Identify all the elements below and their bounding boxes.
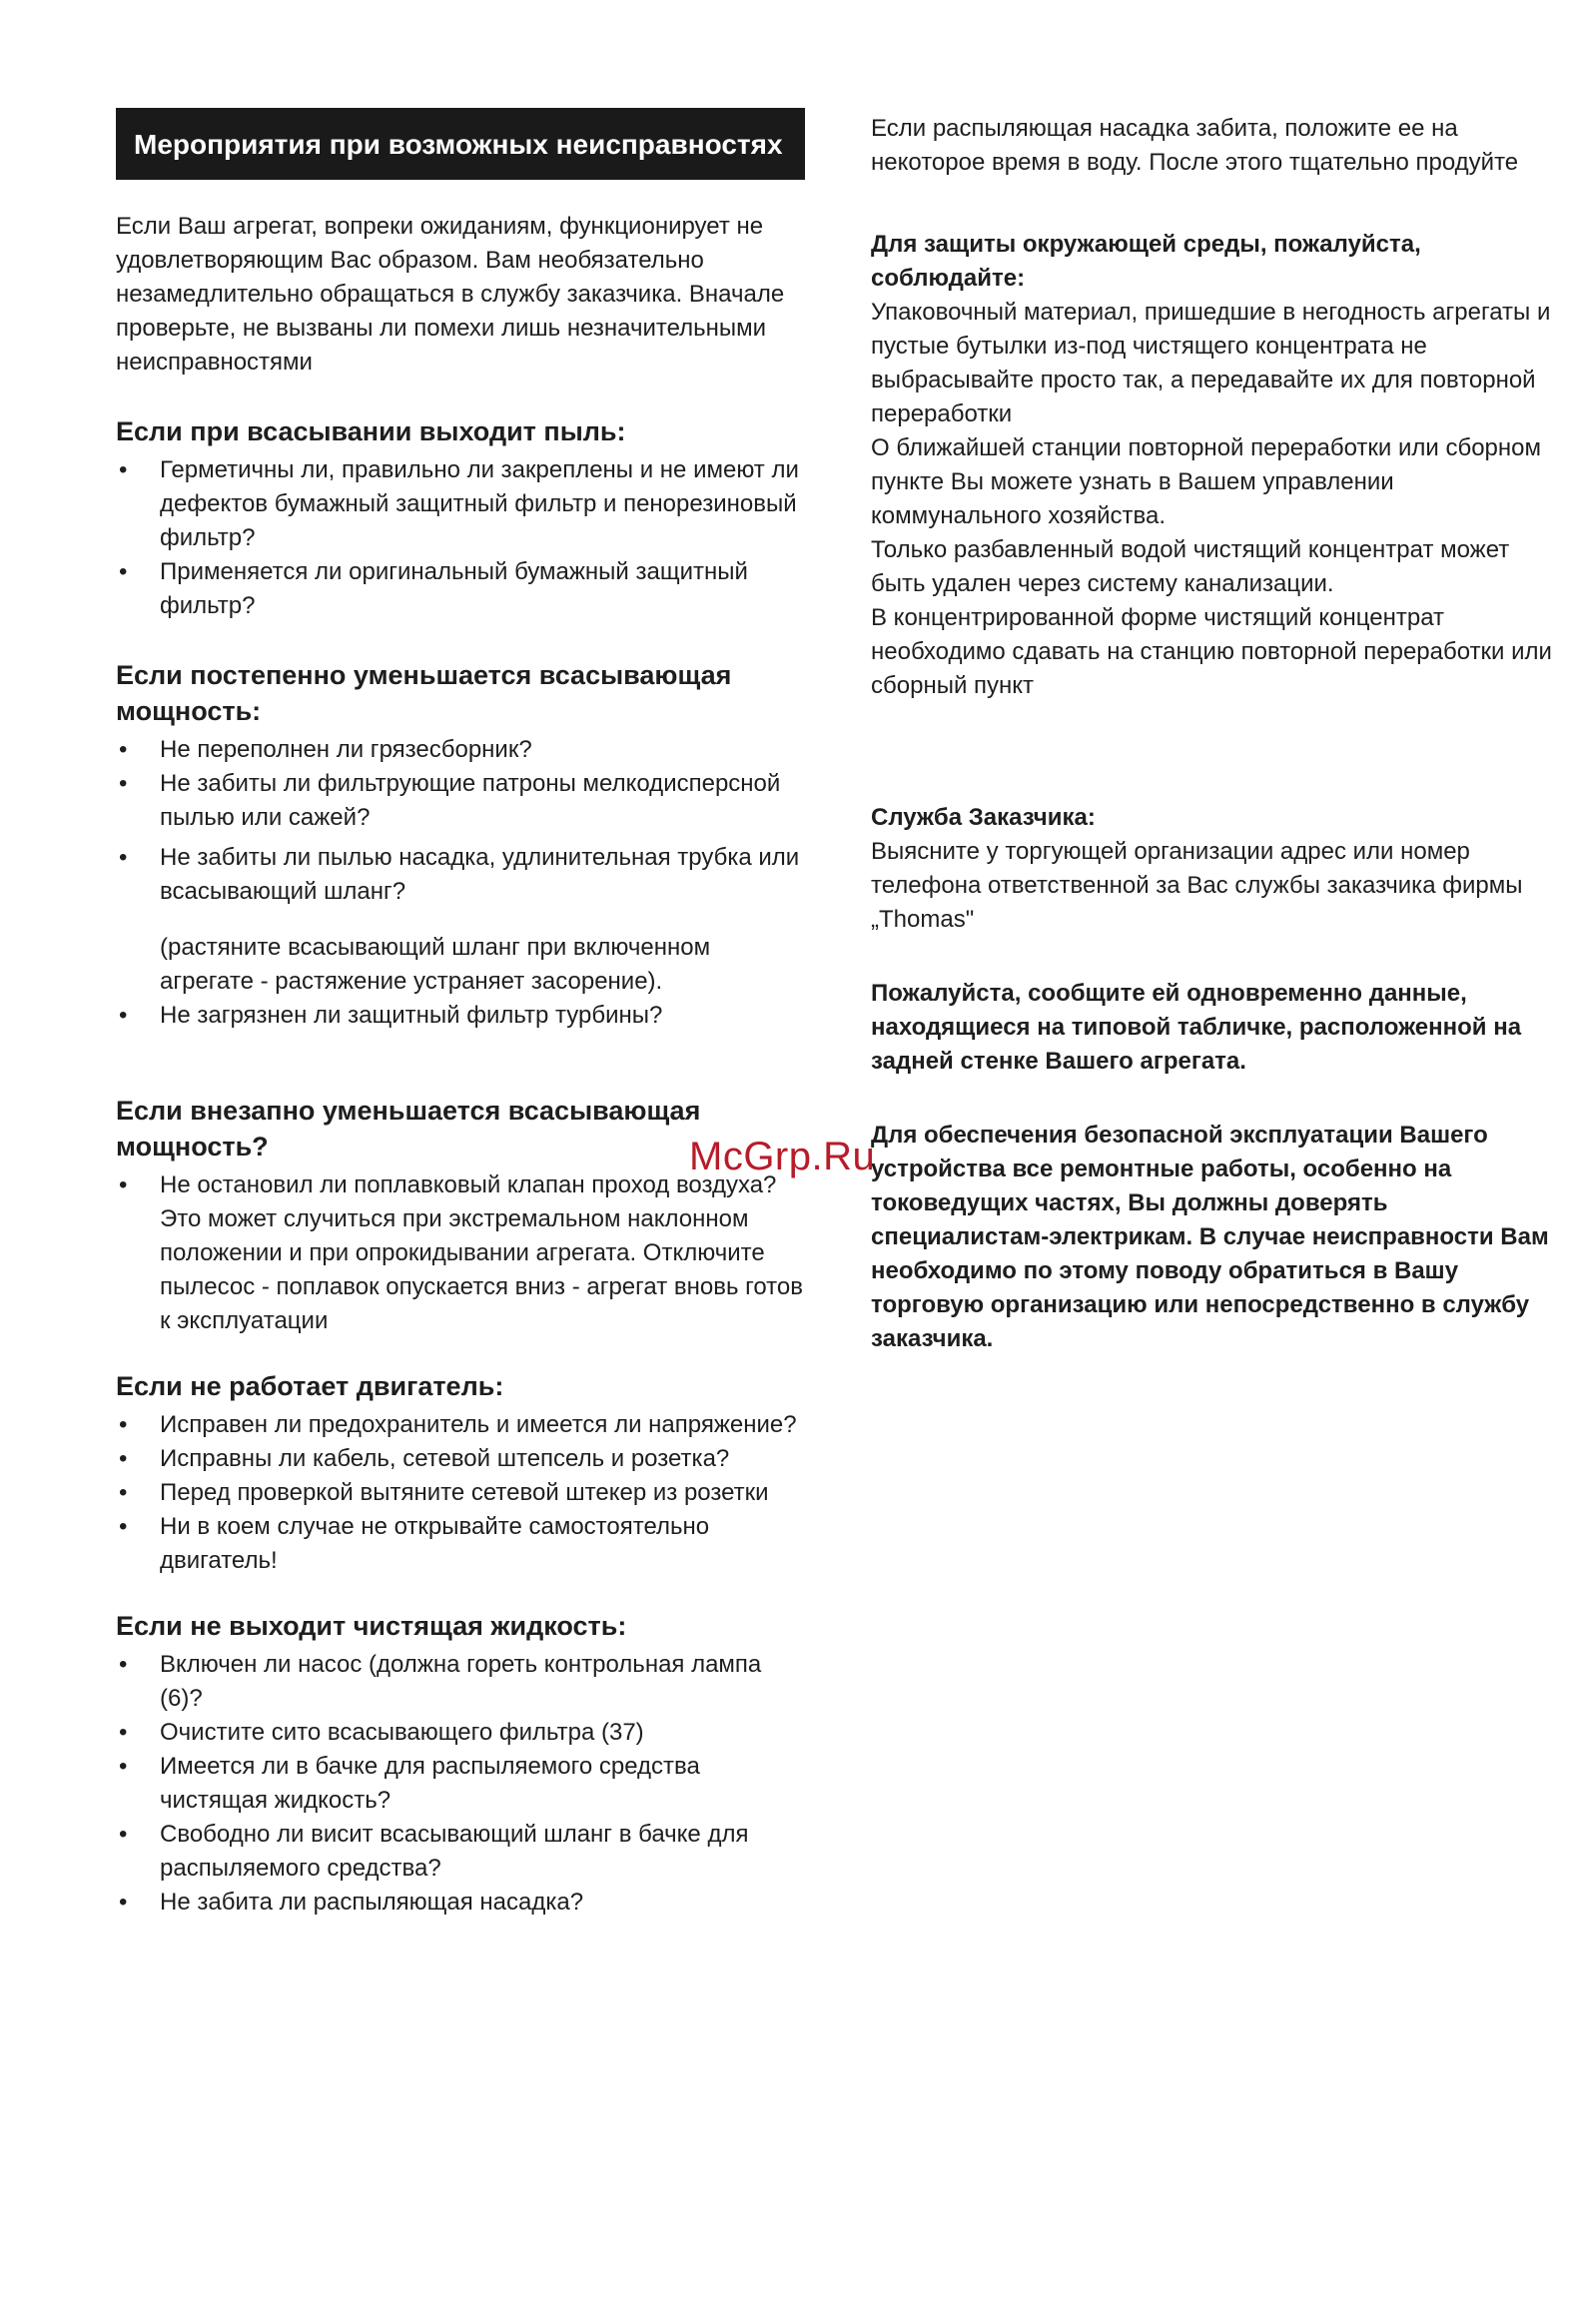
section-heading: Если при всасывании выходит пыль: [116, 416, 626, 446]
bullet-list [116, 1648, 805, 1920]
list-item: • Герметичны ли, правильно ли закреплены и не имеют ли дефектов бумажный защитный фильтр и пенорезиновый фильтр? [116, 453, 805, 555]
bullet-list [116, 453, 805, 623]
service-paragraph: Выясните у торгующей организации адрес или номер телефона ответственной за Вас службы заказчика фирмы „Thomas" [871, 838, 1523, 933]
left-column [116, 108, 805, 1920]
bullet-list [116, 1408, 805, 1578]
section-sudden-power-loss [116, 1093, 805, 1338]
nozzle-paragraph: Если распыляющая насадка забита, положите ее на некоторое время в воду. После этого тщательно продуйте [871, 115, 1519, 176]
list-item: • Применяется ли оригинальный бумажный защитный фильтр? [116, 555, 805, 623]
section-cleaning-liquid [116, 1608, 805, 1920]
list-item: • Не забита ли распыляющая насадка? [116, 1886, 805, 1920]
section-motor [116, 1368, 805, 1578]
right-column [871, 112, 1558, 1356]
environment-paragraph: В концентрированной форме чистящий концентрат необходимо сдавать на станцию повторной переработки или сборный пункт [871, 604, 1552, 699]
section-heading: Если постепенно уменьшается всасывающая мощность: [116, 660, 732, 726]
watermark: McGrp.Ru [689, 1135, 876, 1178]
environment-heading: Для защиты окружающей среды, пожалуйста, соблюдайте: [871, 231, 1421, 292]
section-note: (растяните всасывающий шланг при включенном агрегате - растяжение устраняет засорение). [160, 934, 711, 995]
environment-paragraph: О ближайшей станции повторной переработки или сборном пункте Вы можете узнать в Вашем управлении коммунального хозяйства. [871, 434, 1542, 529]
list-item: • Свободно ли висит всасывающий шланг в бачке для распыляемого средства? [116, 1818, 805, 1886]
environment-paragraph: Упаковочный материал, пришедшие в негодность агрегаты и пустые бутылки из-под чистящего концентрата не выбрасывайте просто так, а передавайте их для повторной переработки [871, 299, 1551, 427]
list-item: • Не забиты ли фильтрующие патроны мелкодисперсной пылью или сажей? [116, 767, 805, 835]
intro-paragraph: Если Ваш агрегат, вопреки ожиданиям, функционирует не удовлетворяющим Вас образом. Вам необязательно незамедлительно обращаться в службу заказчика. Вначале проверьте, не вызваны ли помехи лишь незначительными неисправностями [116, 213, 785, 376]
environment-paragraph: Только разбавленный водой чистящий концентрат может быть удален через систему канализации. [871, 536, 1510, 597]
section-heading: Если не работает двигатель: [116, 1371, 504, 1401]
bullet-list [116, 999, 805, 1033]
list-item: • Очистите сито всасывающего фильтра (37) [116, 1716, 805, 1750]
list-item: • Не забиты ли пылью насадка, удлинительная трубка или всасывающий шланг? [116, 841, 805, 909]
section-heading: Если внезапно уменьшается всасывающая мощность? [116, 1096, 701, 1162]
list-item: • Исправны ли кабель, сетевой штепсель и розетка? [116, 1442, 805, 1476]
section-heading: Если не выходит чистящая жидкость: [116, 1611, 627, 1641]
section-note: Это может случиться при экстремальном наклонном положении и при опрокидывании агрегата. Отключите пылесос - поплавок опускается вниз - агрегат вновь готов к эксплуатации [160, 1205, 804, 1334]
list-item: • Перед проверкой вытяните сетевой штекер из розетки [116, 1476, 805, 1510]
list-item: • Включен ли насос (должна гореть контрольная лампа (6)? [116, 1648, 805, 1716]
section-dust [116, 413, 805, 623]
notify-paragraph: Пожалуйста, сообщите ей одновременно данные, находящиеся на типовой табличке, расположенной на задней стенке Вашего агрегата. [871, 980, 1522, 1075]
list-item: • Не остановил ли поплавковый клапан проход воздуха? [116, 1168, 805, 1202]
service-heading: Служба Заказчика: [871, 804, 1096, 831]
list-item: • Не переполнен ли грязесборник? [116, 733, 805, 767]
list-item: • Не загрязнен ли защитный фильтр турбины? [116, 999, 805, 1033]
list-item: • Исправен ли предохранитель и имеется ли напряжение? [116, 1408, 805, 1442]
environment-section [871, 228, 1558, 703]
list-item: • Имеется ли в бачке для распыляемого средства чистящая жидкость? [116, 1750, 805, 1818]
service-section [871, 801, 1558, 937]
list-item: • Ни в коем случае не открывайте самостоятельно двигатель! [116, 1510, 805, 1578]
safety-paragraph: Для обеспечения безопасной эксплуатации Вашего устройства все ремонтные работы, особенно на токоведущих частях, Вы должны доверять специалистам-электрикам. В случае неисправности Вам необходимо по этому поводу обратиться в Вашу торговую организацию или непосредственно в службу заказчика. [871, 1122, 1549, 1352]
section-banner: Мероприятия при возможных неисправностях [116, 108, 805, 180]
bullet-list [116, 733, 805, 909]
section-gradual-power-loss [116, 657, 805, 1033]
